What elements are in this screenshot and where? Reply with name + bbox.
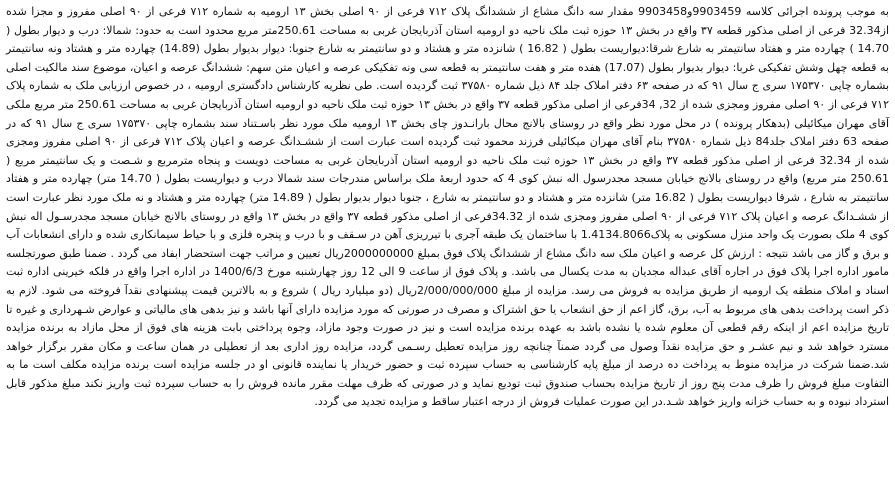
notice-body-text: به موجب پرونده اجرائی کلاسه 9903459و9903458 مقدار سه دانگ مشاع از ششدانگ پلاک ۷۱۲ فرعی از ۹۰ اصلی بخش ۱۳ ارومیه به شماره ۷۱۲ فرعی از ۹۰ اصلی مفروز و مجزا شده از32.34 فرعی از اصلی مذکور قطعه ۳۷ واقع در بخش ۱۳ حوزه ثبت ملک ناحیه دو ارومیه استان آذربایجان غربی به مساحت 250.61متر مربع محدود است به حدود: شمالا: درب و دیوار بطول ( 14.70 ) چهارده متر و هفتاد سانتیمتر به شارع شرقا:دیواریست بطول ( 16.82 ) شانزده متر و هشتاد و دو سانتیمتر به شارع جنوبا: دیوار بدیوار بطول (14.89) چهارده متر و هشتاد ونه سانتیمتر به قطعه چهل وشش تفکیکی غربا: دیوار بدیوار بطول (17.07) هفده متر و هفت سانتیمتر به قطعه سی ونه تفکیکی عرصه و اعیان متن سهم: ششدانگ عرصه و اعیان، موضوع سند مالکیت اصلی بشماره چاپی ۱۷۵۳۷۰ سری ج سال ۹۱ که در صفحه ۶۳ دفتر املاک جلد ۸۴ ذیل شماره ۳۷۵۸۰ ثبت گردیده است. طی نظریه کارشناس دادگستری ارومیه ، در خصوص ارزیابی ملک به شماره پلاک ۷۱۲ فرعی از ۹۰ اصلی مفروز ومجزی شده از 32, 34فرعی از اصلی مذکور قطعه ۳۷ واقع در بخش ۱۳ حوزه ثبت ملک ناحیه دو ارومیه استان آذربایجان غربی به مساحت 250.61 متر مربع ملکی آقای مهران میکائیلی (بدهکار پرونده ) در محل مورد نظر واقع در روستای بالانج محال بارانـدوز چای بخش ۱۳ ارومیه ملک مورد نظر باسـتناد سند بشماره چاپی ۱۷۵۳۷۰ سری ج سال ۹۱ که در صفحه 63 دفتر املاک جلد84 ذیل شماره ۳۷۵۸۰ بنام آقای مهران میکائیلی فرزند محمود ثبت گردیده است عبارت است از ششـدانگ عرصه و اعیان پلاک ۷۱۲ فرعی از ۹۰ اصلی مفروز ومجزی شده از 32.34 فرعی از اصلی مذکور قطعه ۳۷ واقع در بخش ۱۳ حوزه ثبت ملک ناحیه دو ارومیه استان آذربایجان غربی به مساحت دویست و پنجاه مترمربع و شـصت و یک سانتیمتر مربع ( 250.61 متر مربع) واقع در روستای بالانج خیابان مسجد مجدرسول اله نبش کوی 4 که حدود اربعۀ ملک براساس مندرجات سند شمالا درب و دیواریست بطول ( 14.70 متر) چهارده متر و هفتاد سانتیمتر به شارع ، شرقا دیواریست بطول ( 16.82 متر) شانزده متر و هشتاد و دو سانتیمتر به شارع ، جنوبا دیوار بدیوار بطول ( 14.89 متر) چهارده متر و هشتاد و نه ملک مورد نظر عبارت است از ششـدانگ عرصه و اعیان پلاک ۷۱۲ فرعی از ۹۰ اصلی مفروز ومجزی شده از 34.32فرعی از اصلی مذکور قطعه ۳۷ واقع در بخش ۱۳ واقع در روستای بالانج خیابان مسجد مجدرسـول اله نبش کوی 4 ملک بصورت یک واحد منزل مسکونی به پلاک1.4134.8066 با ساختمان یک طبقه آجری با تیرریزی آهن در سـقف و با درب و پنجره فلزی و با حیاط سیمانکاری شده و دارای انشعابات آب و برق و گاز می باشد نتیجه : ارزش کل عرصه و اعیان ملک سه دانگ مشاع از ششدانگ پلاک فوق بمبلغ 2000000000ریال تعیین و مراتب جهت استحضار ابفاد می گردد . ضمنا طبق صورتجلسه مامور اداره اجرا پلاک فوق در اجاره آقای عبداله مجدیان به مدت یکسال می باشد. و پلاک فوق از ساعت 9 الی 12 روز چهارشنبه مورخ 1400/6/3 در اداره اجرا واقع در فلکه خیرینی اداره ثبت اسناد و املاک منطقه یک ارومیه از طریق مزایده به فروش می رسد. مزایده از مبلغ 2/000/000/000ریال (دو میلیارد ریال ) شروع و به بالاترین قیمت پیشنهادی نقدآ فروخته می شود. لازم به ذکر است پرداخت بدهی های مربوط به آب، برق، گاز اعم از حق انشعاب یا حق اشتراک و مصرف در صورتی که مورد مزایده دارای آنها باشد و نیز بدهی های مالیاتی و عوارض شـهرداری و غیره تا تاریخ مزایده اعم از اینکه رقم قطعی آن معلوم شده یا نشده باشد به عهده برنده مزایده است و نیز در صورت وجود مازاد، وجوه پرداختی بابت هزینه های فوق از محل مازاد به برنده مزایده مسترد خواهد شد و نیم عشـر و حق مزایده نقدآ وصول می گردد ضمنآ چنانچه روز مزایده تعطیل رسـمی گردد، مزایده روز اداری بعد از تعطیلی در همان ساعت و مکان مقرر برگزار خواهد شد.ضمنا شرکت در مزایده منوط به پرداخت ده درصد از مبلغ پایه کارشناسی به حساب سپرده ثبت و حضور خریدار یا نماینده قانونی او در جلسه مزایده است برنده مزایده مکلف است ما به التفاوت مبلغ فروش را ظرف مدت پنج روز از تاریخ مزایده بحساب صندوق ثبت تودیع نماید و در صورتی که ظرف مهلت مقرر مانده فروش را به حساب سپرده ثبت واریز نکند مبلغ مذکور قابل استرداد نبوده و به حساب خزانه واریز خواهد شـد.در این صورت عملیات فروش از درجه اعتبار ساقط و مزایده تجدید می گردد. [6, 5, 890, 409]
